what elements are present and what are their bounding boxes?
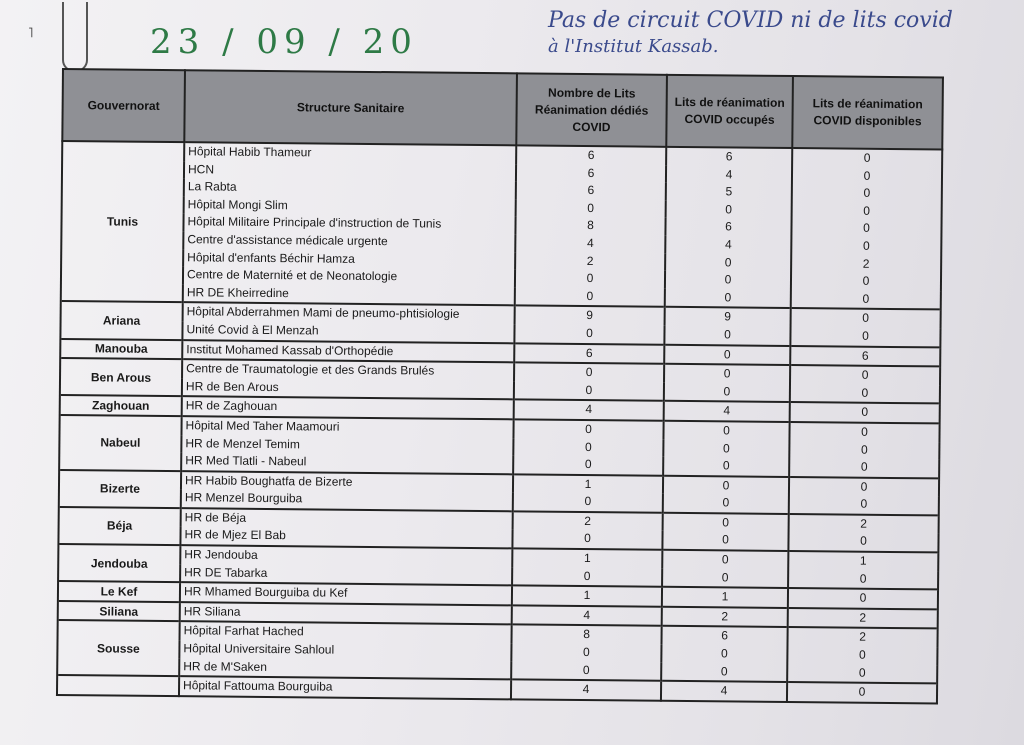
structure-name-cell: HR Habib Boughatfa de Bizerte (181, 471, 513, 493)
beds-available-cell: 2 (788, 608, 938, 629)
beds-occupied-cell: 4 (664, 401, 790, 422)
beds-available-cell: 0 (789, 422, 939, 442)
beds-occupied-cell: 0 (663, 421, 789, 441)
beds-total-cell: 0 (514, 324, 664, 344)
structure-name-cell: Centre de Traumatologie et des Grands Brulés (182, 359, 514, 381)
governorate-cell: Nabeul (59, 415, 182, 471)
beds-total-cell: 4 (514, 400, 664, 421)
beds-total-cell: 0 (513, 455, 663, 475)
structure-name-cell: HR Mhamed Bourguiba du Kef (180, 582, 512, 605)
structure-name-cell: HR de Ben Arous (182, 378, 514, 400)
beds-available-cell: 6 (790, 346, 940, 367)
structure-name-cell: HR de Mjez El Bab (180, 527, 512, 549)
beds-total-cell: 6 (516, 164, 666, 183)
beds-available-cell: 0 (790, 365, 940, 385)
beds-occupied-cell: 6 (666, 147, 792, 167)
beds-available-cell: 1 (788, 551, 938, 571)
structure-name-cell: HR Siliana (180, 602, 512, 625)
beds-available-cell: 0 (792, 148, 942, 168)
governorate-cell: Bizerte (59, 470, 181, 508)
structure-name-cell: HR de Zaghouan (182, 396, 514, 419)
beds-occupied-cell: 0 (666, 201, 792, 220)
structure-name-cell: HR DE Tabarka (180, 564, 512, 586)
structure-name-cell: Hôpital Militaire Principale d'instruction de Tunis (183, 214, 515, 235)
beds-occupied-cell: 5 (666, 183, 792, 202)
beds-available-cell: 0 (790, 327, 940, 347)
beds-occupied-cell: 0 (664, 344, 790, 365)
structure-name-cell: Institut Mohamed Kassab d'Orthopédie (182, 340, 514, 363)
header-beds-occupied: Lits de réanimation COVID occupés (666, 75, 793, 148)
bed-availability-table (56, 68, 944, 704)
beds-occupied-cell: 0 (664, 383, 790, 403)
governorate-cell: Zaghouan (60, 395, 182, 416)
beds-total-cell: 0 (511, 661, 661, 681)
beds-available-cell: 0 (791, 237, 941, 256)
beds-available-cell: 0 (789, 441, 939, 460)
beds-total-cell: 8 (515, 217, 665, 236)
structure-name-cell: HCN (184, 161, 516, 182)
beds-occupied-cell: 0 (663, 513, 789, 533)
beds-available-cell: 0 (792, 184, 942, 203)
beds-total-cell: 0 (515, 270, 665, 289)
beds-available-cell: 0 (789, 495, 939, 515)
beds-total-cell: 0 (516, 199, 666, 218)
handwritten-note-line1: Pas de circuit COVID ni de lits covid (548, 8, 953, 33)
beds-available-cell: 0 (787, 682, 937, 703)
governorate-cell: Siliana (58, 601, 180, 622)
governorate-cell: Ariana (60, 301, 182, 339)
beds-occupied-cell: 2 (662, 607, 788, 628)
handwritten-note-line2: à l'Institut Kassab. (548, 36, 719, 57)
beds-available-cell: 0 (788, 532, 938, 552)
structure-name-cell: Hôpital Abderrahmen Mami de pneumo-phtisiologie (183, 303, 515, 325)
beds-total-cell: 0 (512, 567, 662, 587)
handwritten-date: 23 / 09 / 20 (150, 22, 418, 62)
beds-occupied-cell: 0 (663, 457, 789, 477)
governorate-cell: Le Kef (58, 581, 180, 602)
beds-available-cell: 2 (791, 255, 941, 274)
beds-total-cell: 1 (512, 586, 662, 607)
beds-occupied-cell: 4 (665, 236, 791, 255)
governorate-cell: Manouba (60, 339, 182, 360)
beds-occupied-cell: 0 (665, 271, 791, 290)
structure-name-cell: Hôpital Med Taher Maamouri (181, 416, 513, 438)
structure-name-cell: Hôpital Fattouma Bourguiba (179, 676, 511, 699)
beds-total-cell: 9 (515, 306, 665, 326)
beds-available-cell: 0 (788, 570, 938, 590)
corner-mark: ˥ (28, 24, 34, 40)
binder-clip (62, 2, 88, 72)
header-structure: Structure Sanitaire (184, 70, 517, 145)
beds-total-cell: 0 (512, 530, 662, 550)
beds-total-cell: 0 (513, 493, 663, 513)
governorate-cell: Jendouba (58, 544, 180, 582)
beds-available-cell: 0 (787, 664, 937, 684)
beds-occupied-cell: 0 (665, 289, 791, 309)
beds-total-cell: 0 (515, 287, 665, 307)
beds-total-cell: 4 (515, 234, 665, 253)
beds-total-cell: 0 (514, 362, 664, 382)
governorate-cell: Tunis (61, 141, 185, 303)
structure-name-cell: Hôpital Universitaire Sahloul (179, 640, 511, 661)
beds-total-cell: 0 (514, 381, 664, 401)
beds-occupied-cell: 0 (662, 531, 788, 551)
beds-total-cell: 8 (511, 625, 661, 645)
beds-available-cell: 0 (788, 588, 938, 609)
beds-total-cell: 0 (511, 643, 661, 662)
structure-name-cell: La Rabta (184, 178, 516, 199)
beds-occupied-cell: 4 (666, 165, 792, 184)
beds-total-cell: 4 (511, 680, 661, 701)
beds-occupied-cell: 6 (661, 626, 787, 646)
beds-occupied-cell: 0 (663, 475, 789, 495)
structure-name-cell: HR Menzel Bourguiba (181, 489, 513, 511)
beds-total-cell: 0 (513, 419, 663, 439)
beds-total-cell: 0 (513, 438, 663, 457)
table-body (57, 141, 942, 703)
beds-available-cell: 0 (791, 308, 941, 328)
beds-total-cell: 1 (513, 474, 663, 494)
beds-total-cell: 2 (515, 252, 665, 271)
beds-available-cell: 0 (792, 202, 942, 221)
structure-name-cell: HR de Béja (181, 508, 513, 530)
beds-occupied-cell: 0 (665, 253, 791, 272)
beds-occupied-cell: 0 (663, 494, 789, 514)
header-governorate: Gouvernorat (62, 69, 185, 142)
table-header-row (62, 69, 943, 149)
governorate-cell: Ben Arous (60, 358, 182, 396)
beds-occupied-cell: 9 (665, 307, 791, 327)
beds-total-cell: 2 (513, 511, 663, 531)
beds-occupied-cell: 0 (664, 364, 790, 384)
bed-availability-table-wrapper (56, 68, 942, 704)
structure-name-cell: Hôpital d'enfants Béchir Hamza (183, 249, 515, 270)
beds-total-cell: 1 (512, 548, 662, 568)
governorate-cell: Sousse (57, 620, 180, 676)
structure-name-cell: Hôpital Habib Thameur (184, 142, 516, 164)
header-beds-available: Lits de réanimation COVID disponibles (792, 76, 943, 149)
governorate-cell (57, 675, 179, 696)
governorate-cell: Béja (58, 507, 180, 545)
structure-name-cell: HR de Menzel Temim (181, 435, 513, 456)
structure-name-cell: HR DE Kheirredine (183, 284, 515, 306)
beds-available-cell: 2 (789, 514, 939, 534)
beds-total-cell: 6 (516, 182, 666, 201)
structure-name-cell: HR de M'Saken (179, 658, 511, 680)
beds-occupied-cell: 1 (662, 587, 788, 608)
beds-available-cell: 0 (791, 272, 941, 291)
beds-total-cell: 4 (512, 605, 662, 626)
beds-occupied-cell: 4 (661, 681, 787, 702)
beds-total-cell: 6 (516, 145, 666, 165)
structure-name-cell: Hôpital Mongi Slim (184, 196, 516, 217)
beds-available-cell: 0 (791, 290, 941, 310)
beds-occupied-cell: 0 (663, 439, 789, 458)
beds-total-cell: 6 (514, 343, 664, 364)
structure-name-cell: HR Med Tlatli - Nabeul (181, 452, 513, 474)
structure-name-cell: Unité Covid à El Menzah (182, 321, 514, 343)
beds-available-cell: 0 (789, 477, 939, 497)
beds-occupied-cell: 0 (661, 662, 787, 682)
beds-available-cell: 0 (792, 167, 942, 186)
beds-occupied-cell: 0 (662, 568, 788, 588)
beds-available-cell: 0 (789, 458, 939, 478)
structure-name-cell: Centre d'assistance médicale urgente (183, 231, 515, 252)
structure-name-cell: Centre de Maternité et de Neonatologie (183, 266, 515, 287)
beds-occupied-cell: 6 (665, 218, 791, 237)
beds-available-cell: 0 (791, 219, 941, 238)
header-beds-total: Nombre de Lits Réanimation dédiés COVID (516, 73, 667, 146)
beds-available-cell: 0 (787, 646, 937, 665)
beds-available-cell: 2 (787, 627, 937, 647)
structure-name-cell: HR Jendouba (180, 545, 512, 567)
beds-available-cell: 0 (790, 402, 940, 423)
beds-occupied-cell: 0 (662, 550, 788, 570)
beds-available-cell: 0 (790, 384, 940, 404)
structure-name-cell: Hôpital Farhat Hached (180, 622, 512, 644)
beds-occupied-cell: 0 (661, 645, 787, 664)
beds-occupied-cell: 0 (664, 326, 790, 346)
